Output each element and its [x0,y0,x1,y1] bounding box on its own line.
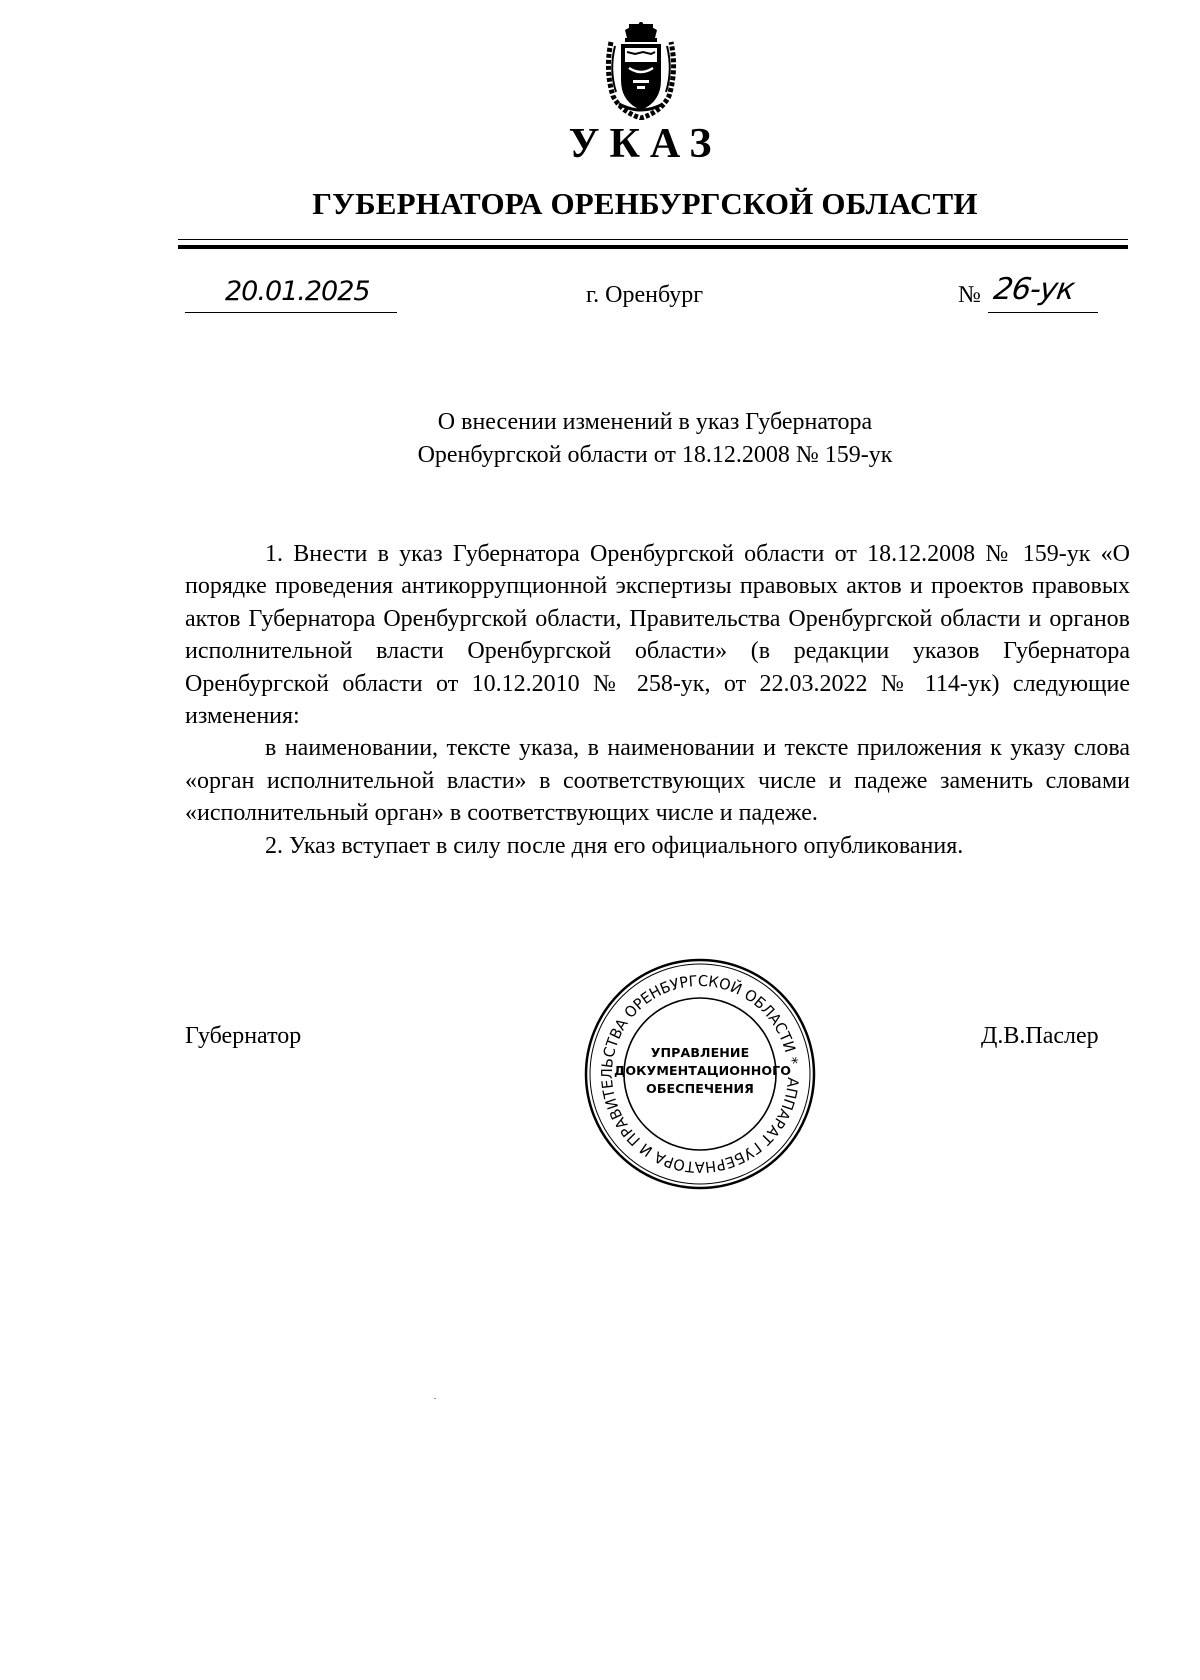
stamp-center-line-3: ОБЕСПЕЧЕНИЯ [646,1081,754,1096]
body-paragraph-2: в наименовании, тексте указа, в наименовании и тексте приложения к указу слова «орган исполнительной власти» в соответствующих числе и падеже заменить словами «исполнительный орган» в соответствующих числе и падеже. [185,735,1130,827]
coat-of-arms-icon [603,22,679,120]
number-underline [988,312,1098,313]
handwritten-date: 20.01.2025 [225,276,370,307]
decree-body [185,538,1130,862]
stamp-ring-text: АППАРАТ ГУБЕРНАТОРА И ПРАВИТЕЛЬСТВА ОРЕНБУРГСКОЙ ОБЛАСТИ * [597,971,803,1177]
subject-line-2: Оренбургской области от 18.12.2008 № 159-ук [417,442,893,468]
stamp-center-line-2: ДОКУМЕНТАЦИОННОГО [614,1063,792,1078]
issuer-title: ГУБЕРНАТОРА ОРЕНБУРГСКОЙ ОБЛАСТИ [312,186,978,221]
number-sign: № [958,282,981,308]
city-label: г. Оренбург [586,282,704,308]
body-paragraph-1: 1. Внести в указ Губернатора Оренбургской области от 18.12.2008 № 159-ук «О порядке проведения антикоррупционной экспертизы правовых актов и проектов правовых актов Губернатора Оренбургской области, Правительства Оренбургской области и органов исполнительной власти Оренбургской области» (в редакции указов Губернатора Оренбургской области от 10.12.2010 № 258-ук, от 22.03.2022 № 114-ук) следующие изменения: [185,541,1130,730]
scan-speck [434,1398,436,1399]
date-field [185,276,397,313]
handwritten-number: 26-ук [991,272,1077,307]
header-rule-thin [178,239,1128,240]
header-rule-thick [178,245,1128,249]
decree-subject [0,406,1200,472]
document-type-title: УКАЗ [568,121,722,167]
official-stamp [582,956,818,1192]
subject-line-1: О внесении изменений в указ Губернатора [437,409,873,435]
signatory-position: Губернатор [185,1023,302,1049]
body-paragraph-3: 2. Указ вступает в силу после дня его официального опубликования. [265,832,964,859]
stamp-center-text [614,1044,792,1098]
signatory-name: Д.В.Паслер [981,1023,1099,1049]
stamp-center-line-1: УПРАВЛЕНИЕ [650,1045,750,1060]
